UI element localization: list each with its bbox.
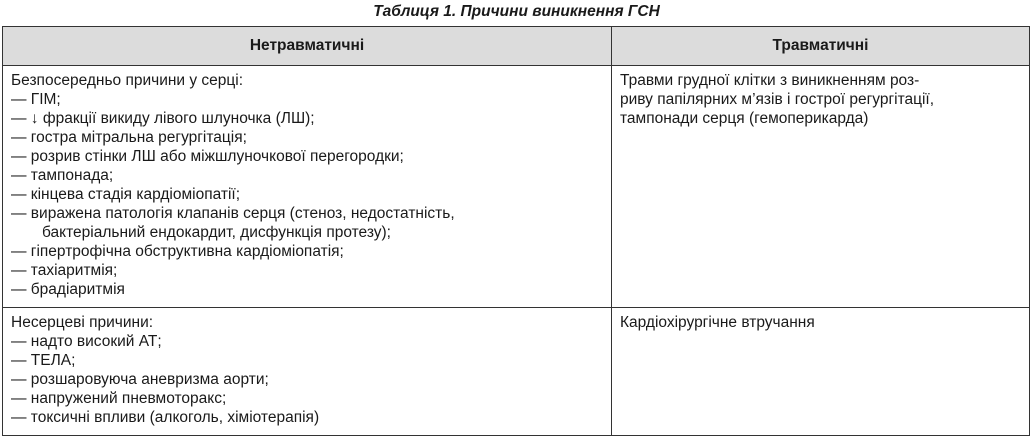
table-caption: Таблиця 1. Причини виникнення ГСН bbox=[373, 3, 660, 20]
list-item: — ГІМ; bbox=[11, 91, 61, 108]
traumatic-text-line: Травми грудної клітки з виникненням роз- bbox=[620, 72, 920, 89]
list-item: — брадіаритмія bbox=[11, 281, 125, 298]
table-row bbox=[3, 308, 1030, 436]
list-item: — виражена патологія клапанів серця (стеноз, недостатність, bbox=[11, 205, 455, 222]
non-cardiac-causes-cell bbox=[3, 308, 612, 436]
list-item: — розрив стінки ЛШ або міжшлуночкової перегородки; bbox=[11, 148, 404, 165]
list-item: — гостра мітральна регургітація; bbox=[11, 129, 247, 146]
list-item: — тампонада; bbox=[11, 167, 114, 184]
list-item: — ТЕЛА; bbox=[11, 352, 76, 369]
table-header-row bbox=[3, 27, 1030, 66]
list-item-continuation: бактеріальний ендокардит, дисфункція протезу); bbox=[42, 224, 391, 241]
list-item: — гіпертрофічна обструктивна кардіоміопатія; bbox=[11, 243, 344, 260]
list-item: — тахіаритмія; bbox=[11, 262, 118, 279]
cardiac-surgery-text: Кардіохірургічне втручання bbox=[620, 314, 815, 331]
non-cardiac-causes-intro: Несерцеві причини: bbox=[11, 314, 154, 331]
list-item: — ↓ фракції викиду лівого шлуночка (ЛШ); bbox=[11, 110, 315, 127]
traumatic-text-line: риву папілярних м’язів і гострої регургітації, bbox=[620, 91, 935, 108]
cardiac-causes-intro: Безпосередньо причини у серці: bbox=[11, 72, 244, 89]
list-item: — токсичні впливи (алкоголь, хіміотерапія) bbox=[11, 409, 320, 426]
header-non-traumatic: Нетравматичні bbox=[3, 27, 612, 66]
traumatic-injury-cell bbox=[612, 66, 1030, 308]
causes-table bbox=[2, 26, 1030, 436]
header-traumatic: Травматичні bbox=[612, 27, 1030, 66]
traumatic-text-line: тампонади серця (гемоперикарда) bbox=[620, 110, 869, 127]
cardiac-causes-cell bbox=[3, 66, 612, 308]
list-item: — розшаровуюча аневризма аорти; bbox=[11, 371, 269, 388]
list-item: — напружений пневмоторакс; bbox=[11, 390, 227, 407]
list-item: — кінцева стадія кардіоміопатії; bbox=[11, 186, 241, 203]
cardiac-surgery-cell bbox=[612, 308, 1030, 436]
table-row bbox=[3, 66, 1030, 308]
list-item: — надто високий АТ; bbox=[11, 333, 162, 350]
